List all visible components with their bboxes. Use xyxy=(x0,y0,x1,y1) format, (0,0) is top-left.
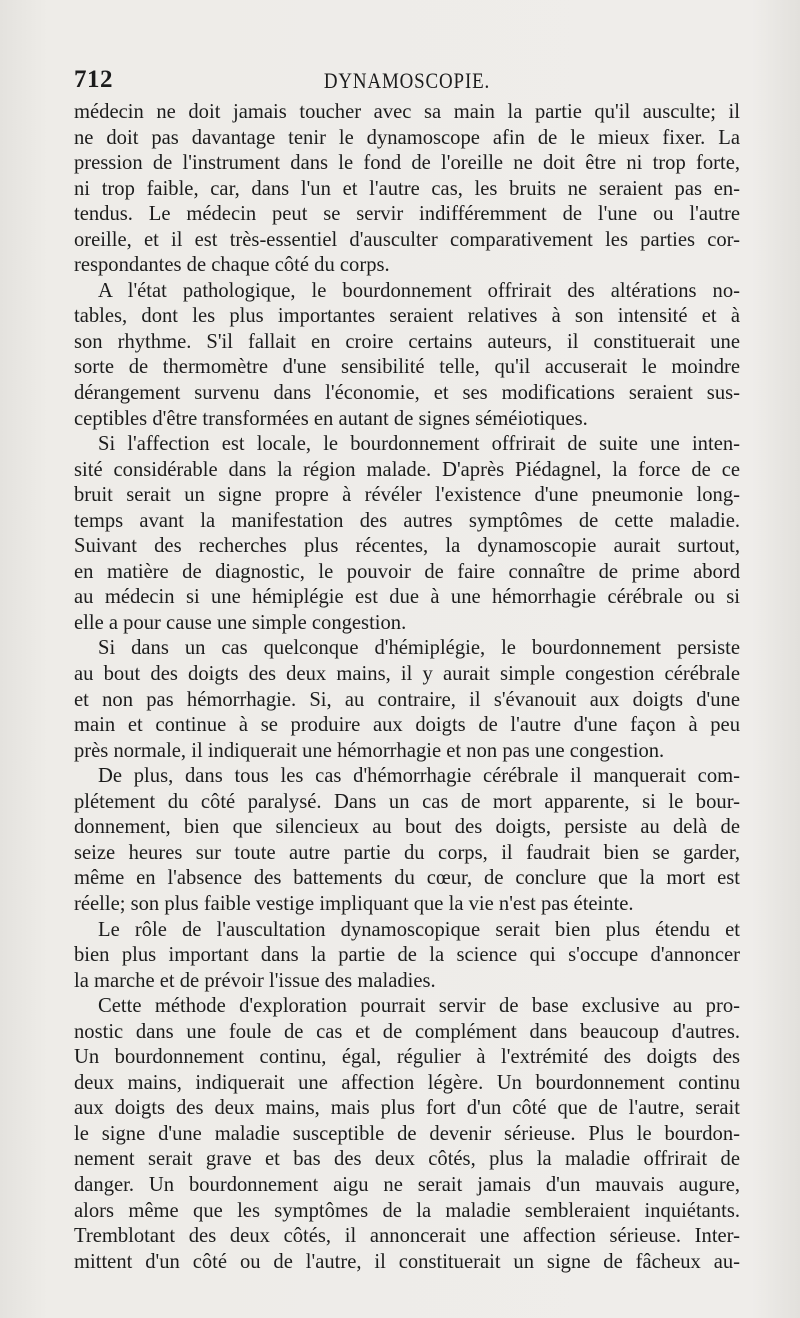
paragraph xyxy=(74,432,740,636)
text-line: oreille, et il est très-essentiel d'ausculter comparativement les parties cor- xyxy=(74,228,740,251)
paragraph xyxy=(74,636,740,764)
text-line: nostic dans une foule de cas et de complément dans beaucoup d'autres. xyxy=(74,1020,740,1043)
text-line: sité considérable dans la région malade. D'après Piédagnel, la force de ce xyxy=(74,458,740,481)
text-line: dérangement survenu dans l'économie, et ses modifications seraient sus- xyxy=(74,382,740,405)
text-line: donnement, bien que silencieux au bout des doigts, persiste au delà de xyxy=(74,816,740,839)
body-text xyxy=(74,100,740,1275)
text-line: temps avant la manifestation des autres symptômes de cette maladie. xyxy=(74,509,740,532)
text-line: tendus. Le médecin peut se servir indifféremment de l'une ou l'autre xyxy=(74,203,740,226)
text-line: danger. Un bourdonnement aigu ne serait jamais d'un mauvais augure, xyxy=(74,1173,740,1196)
text-line: bruit serait un signe propre à révéler l'existence d'une pneumonie long- xyxy=(74,484,740,507)
text-line: réelle; son plus faible vestige impliquant que la vie n'est pas éteinte. xyxy=(74,892,634,915)
text-line: ne doit pas davantage tenir le dynamoscope afin de le mieux fixer. La xyxy=(74,126,740,149)
text-line: A l'état pathologique, le bourdonnement offrirait des altérations no- xyxy=(98,279,740,302)
text-line: main et continue à se produire aux doigts de l'autre d'une façon à peu xyxy=(74,714,740,737)
text-line: alors même que les symptômes de la maladie sembleraient inquiétants. xyxy=(74,1199,740,1222)
text-line: pression de l'instrument dans le fond de l'oreille ne doit être ni trop forte, xyxy=(74,152,740,175)
paragraph xyxy=(74,279,740,432)
text-line: elle a pour cause une simple congestion. xyxy=(74,611,407,634)
paragraph xyxy=(74,764,740,917)
text-line: Cette méthode d'exploration pourrait servir de base exclusive au pro- xyxy=(98,995,740,1018)
text-line: Tremblotant des deux côtés, il annoncerait une affection sérieuse. Inter- xyxy=(74,1225,740,1248)
text-line: Un bourdonnement continu, égal, régulier à l'extrémité des doigts des xyxy=(74,1046,740,1069)
text-line: mittent d'un côté ou de l'autre, il constituerait un signe de fâcheux au- xyxy=(74,1250,740,1273)
text-line: aux doigts des deux mains, mais plus fort d'un côté que de l'autre, serait xyxy=(74,1097,740,1120)
text-line: près normale, il indiquerait une hémorrhagie et non pas une congestion. xyxy=(74,739,665,762)
page-header xyxy=(74,62,740,96)
text-line: au médecin si une hémiplégie est due à une hémorrhagie cérébrale ou si xyxy=(74,586,740,609)
text-line: et non pas hémorrhagie. Si, au contraire, il s'évanouit aux doigts d'une xyxy=(74,688,740,711)
text-line: Suivant des recherches plus récentes, la dynamoscopie aurait surtout, xyxy=(74,535,740,558)
text-line: deux mains, indiquerait une affection légère. Un bourdonnement continu xyxy=(74,1071,740,1094)
text-line: même en l'absence des battements du cœur, de conclure que la mort est xyxy=(74,867,740,890)
text-line: ceptibles d'être transformées en autant de signes séméiotiques. xyxy=(74,407,588,430)
text-line: tables, dont les plus importantes seraient relatives à son intensité et à xyxy=(74,305,740,328)
text-line: De plus, dans tous les cas d'hémorrhagie cérébrale il manquerait com- xyxy=(98,765,740,788)
text-line: seize heures sur toute autre partie du corps, il faudrait bien se garder, xyxy=(74,841,740,864)
text-line: en matière de diagnostic, le pouvoir de faire connaître de prime abord xyxy=(74,560,740,583)
text-line: Le rôle de l'auscultation dynamoscopique serait bien plus étendu et xyxy=(98,918,740,941)
text-line: bien plus important dans la partie de la science qui s'occupe d'annoncer xyxy=(74,944,740,967)
text-line: ni trop faible, car, dans l'un et l'autre cas, les bruits ne seraient pas en- xyxy=(74,177,740,200)
text-line: le signe d'une maladie susceptible de devenir sérieuse. Plus le bourdon- xyxy=(74,1122,740,1145)
text-line: médecin ne doit jamais toucher avec sa main la partie qu'il ausculte; il xyxy=(74,101,740,123)
text-line: plétement du côté paralysé. Dans un cas de mort apparente, si le bour- xyxy=(74,790,740,813)
text-line: la marche et de prévoir l'issue des maladies. xyxy=(74,969,436,992)
text-line: Si dans un cas quelconque d'hémiplégie, le bourdonnement persiste xyxy=(98,637,740,660)
text-line: nement serait grave et bas des deux côtés, plus la maladie offrirait de xyxy=(74,1148,740,1171)
text-line: au bout des doigts des deux mains, il y aurait simple congestion cérébrale xyxy=(74,663,740,686)
text-line: Si l'affection est locale, le bourdonnement offrirait de suite une inten- xyxy=(98,433,740,456)
page-number: 712 xyxy=(74,66,113,93)
text-line: son rhythme. S'il fallait en croire certains auteurs, il constituerait une xyxy=(74,330,740,353)
paragraph xyxy=(74,994,740,1275)
running-title: DYNAMOSCOPIE. xyxy=(323,68,491,93)
paragraph xyxy=(74,100,740,279)
paragraph xyxy=(74,918,740,995)
text-line: sorte de thermomètre d'une sensibilité telle, qu'il accuserait le moindre xyxy=(74,356,740,379)
text-line: respondantes de chaque côté du corps. xyxy=(74,254,390,277)
